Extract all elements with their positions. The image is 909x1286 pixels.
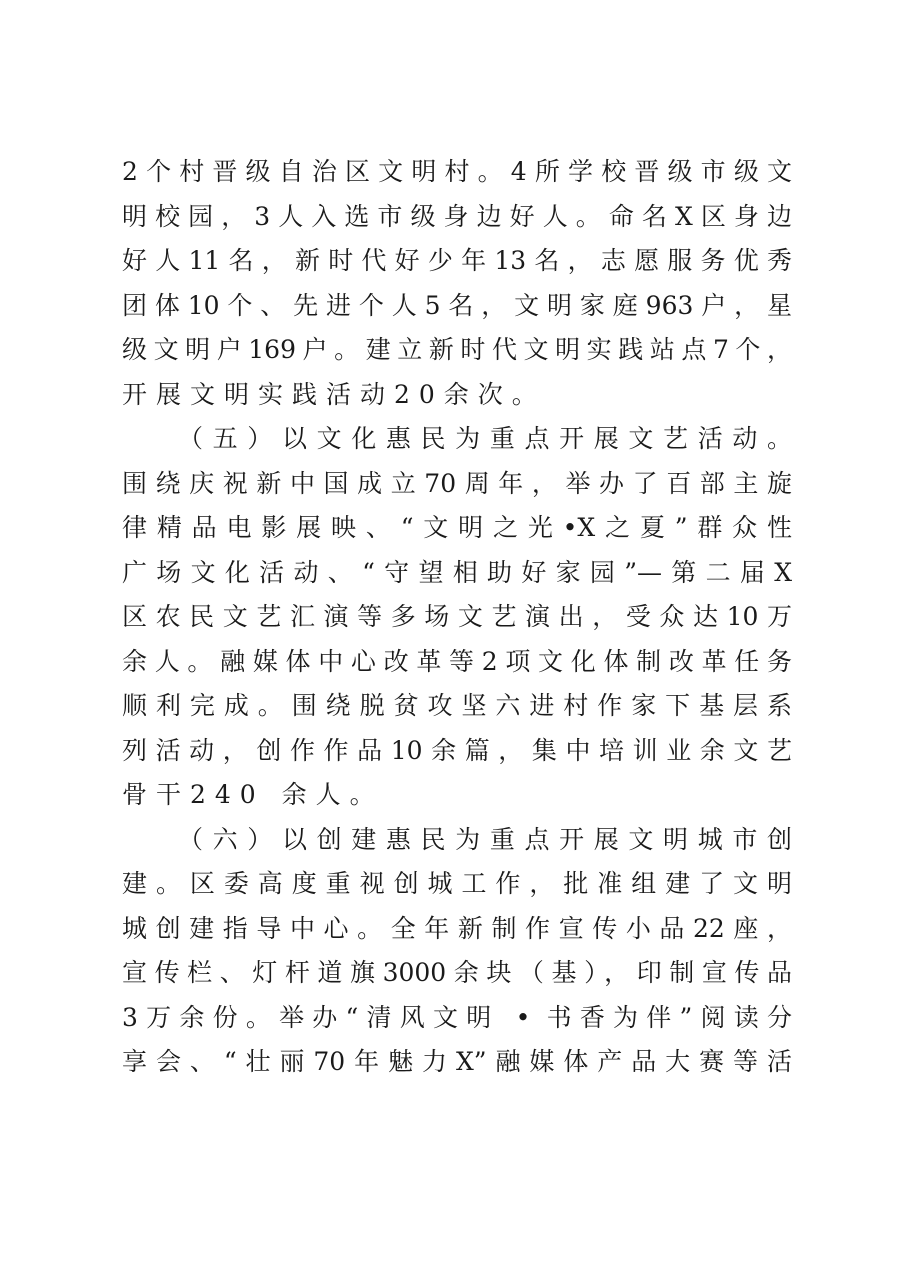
body-line: 广场文化活动、“守望相助好家园”—第二届X [122,557,792,587]
document-body [122,150,792,1085]
body-line: 2个村晋级自治区文明村。4所学校晋级市级文 [122,157,792,186]
body-line: 列活动，创作作品10余篇，集中培训业余文艺 [122,735,792,765]
body-line: 区农民文艺汇演等多场文艺演出，受众达10万 [122,602,792,631]
body-line: 享会、“壮丽70年魅力X”融媒体产品大赛等活 [122,1047,792,1076]
body-line: 级文明户169户。建立新时代文明实践站点7个， [122,335,792,364]
body-line: 宣传栏、灯杆道旗3000余块（基），印制宣传品 [122,958,792,987]
body-line: 余人。融媒体中心改革等2项文化体制改革任务 [122,646,792,676]
body-line: 开展文明实践活动20余次。 [122,379,546,409]
body-line: 团体10个、先进个人5名，文明家庭963户，星 [122,290,792,320]
body-line: 建。区委高度重视创城工作，批准组建了文明 [122,869,792,898]
body-line: 城创建指导中心。全年新制作宣传小品22座， [122,913,792,943]
body-line: 律精品电影展映、“文明之光•X之夏”群众性 [122,513,792,542]
body-line: 围绕庆祝新中国成立70周年，举办了百部主旋 [122,468,792,498]
section-heading-6: （六）以创建惠民为重点开展文明城市创 [178,824,792,854]
body-line: 顺利完成。围绕脱贫攻坚六进村作家下基层系 [122,691,792,720]
section-heading-5: （五）以文化惠民为重点开展文艺活动。 [178,424,792,453]
body-line: 明校园，3人入选市级身边好人。命名X区身边 [122,201,792,231]
body-line: 3万余份。举办“清风文明 • 书香为伴”阅读分 [122,1002,792,1032]
body-line: 好人11名，新时代好少年13名，志愿服务优秀 [122,246,792,275]
body-line: 骨干240 余人。 [122,780,384,809]
